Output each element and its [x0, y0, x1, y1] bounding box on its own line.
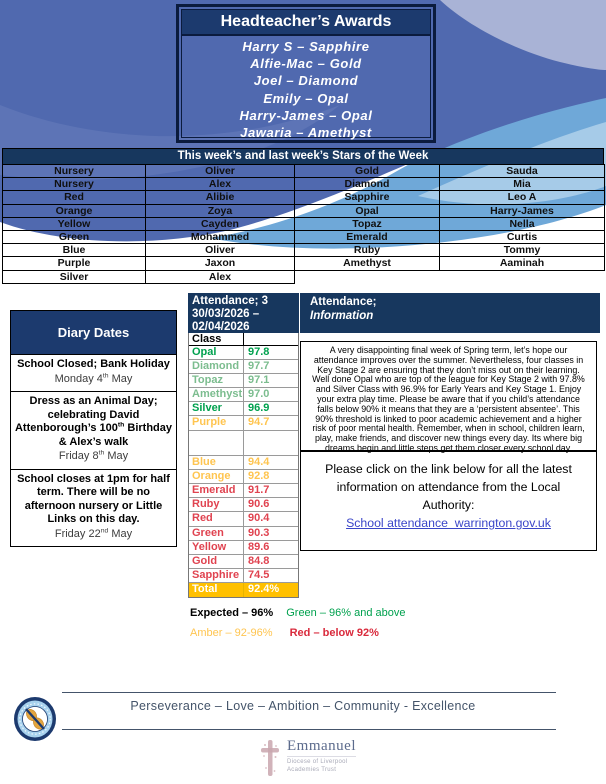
trust-name: Emmanuel	[287, 738, 356, 757]
name-cell: Jaxon	[146, 257, 295, 270]
diary-date-ordinal: th	[102, 371, 109, 379]
headteacher-awards-box	[176, 4, 436, 143]
attendance-authority-link[interactable]: School attendance warrington.gov.uk	[346, 516, 551, 530]
class-cell: Topaz	[295, 217, 440, 230]
table-row	[3, 178, 605, 191]
class-cell: Emerald	[295, 230, 440, 243]
name-cell: Alibie	[146, 191, 295, 204]
attendance-percentage: 94.7	[248, 416, 270, 429]
diary-date-ordinal: nd	[100, 526, 109, 534]
class-cell: Silver	[3, 270, 146, 283]
attendance-row	[189, 416, 298, 430]
attendance-row	[189, 498, 298, 512]
attendance-class-name: Gold	[189, 555, 244, 568]
legend-amber: Amber – 92-96%	[190, 627, 273, 639]
attendance-row	[189, 527, 298, 541]
attendance-percentage: 97.0	[248, 388, 270, 401]
class-cell: Blue	[3, 244, 146, 257]
attendance-row	[189, 555, 298, 569]
class-cell: Purple	[3, 257, 146, 270]
name-cell: Aaminah	[440, 257, 605, 270]
headteacher-awards-inner-frame	[181, 9, 431, 141]
headteacher-awards-list	[182, 36, 430, 141]
name-cell: Leo A	[440, 191, 605, 204]
attendance-info-paragraph: A very disappointing final week of Spring term, let’s hope our attendance improves over the summer. Nevertheless, four classes in Key Stage 2 are ensuring that they don’t miss out on their learning. Well done Opal who are top of the league for Key Stage 2 with 97.8% and Silver Class with 96.9% for Early Years and Key Stage 1. Enjoy your extra play time. Please be aware that if you child’s attendance falls below 90% it means that they are a ‘persistent absentee’. This 90% threshold is linked to poor academic achievement and a higher risk of poor mental health. Remember, when in school, children learn, play, make friends, and discover new things every day. Its where big dreams begin and little steps get them closer every school day.	[300, 341, 597, 451]
attendance-total-label: Total	[189, 583, 244, 597]
name-cell: Sauda	[440, 165, 605, 178]
table-row	[3, 270, 605, 283]
attendance-info-header-line1: Attendance;	[310, 296, 377, 308]
attendance-row	[189, 512, 298, 526]
attendance-percentage: 91.7	[248, 484, 270, 496]
legend-green: Green – 96% and above	[286, 607, 406, 619]
headteacher-awards-title: Headteacher’s Awards	[182, 10, 430, 36]
diary-entry-text-pre: School closes at 1pm for half term. There will be no afternoon nursery or Little Links on this day.	[17, 472, 170, 525]
diary-entry-text	[13, 395, 174, 449]
diary-date-post: May	[108, 527, 133, 540]
attendance-percentage: 97.7	[248, 359, 270, 372]
attendance-class-name: Blue	[189, 456, 244, 469]
name-cell: Alex	[146, 178, 295, 191]
attendance-class-name: Yellow	[189, 541, 244, 554]
class-cell: Orange	[3, 204, 146, 217]
table-row	[3, 165, 605, 178]
empty-cell	[295, 270, 440, 283]
attendance-class-name: Orange	[189, 470, 244, 483]
attendance-percentage: 97.8	[248, 345, 270, 358]
attendance-class-name: Ruby	[189, 498, 244, 511]
diary-date-pre: Friday 22	[54, 527, 101, 540]
diary-date-pre: Monday 4	[54, 372, 103, 385]
name-cell: Cayden	[146, 217, 295, 230]
trust-subtitle-2: Academies Trust	[287, 767, 337, 773]
attendance-total-row	[189, 583, 298, 597]
attendance-table-header	[188, 293, 299, 333]
award-entry: Emily – Opal	[263, 90, 349, 106]
award-entry: Alfie-Mac – Gold	[250, 56, 362, 72]
attendance-row	[189, 346, 298, 360]
attendance-row	[189, 541, 298, 555]
attendance-row	[189, 374, 298, 388]
attendance-class-header-row	[189, 333, 298, 346]
emmanuel-trust-text	[287, 738, 356, 773]
attendance-class-name: Opal	[189, 346, 244, 359]
stars-of-week-section	[2, 148, 604, 284]
diary-entry-date	[13, 373, 174, 387]
school-values-text: Perseverance – Love – Ambition – Community - Excellence	[130, 699, 476, 713]
attendance-header-line: 30/03/2026 –	[192, 308, 260, 320]
attendance-legend-line1	[190, 607, 405, 619]
table-row	[3, 257, 605, 270]
empty-cell	[189, 431, 244, 455]
attendance-header-line: Attendance; 3	[192, 295, 269, 307]
diary-entry	[11, 391, 176, 469]
attendance-row	[189, 470, 298, 484]
attendance-link-box	[300, 451, 597, 551]
class-cell: Diamond	[295, 178, 440, 191]
attendance-percentage: 90.6	[248, 498, 270, 511]
diary-entry-date	[13, 528, 174, 542]
attendance-percentage: 89.6	[248, 540, 270, 553]
attendance-link-intro: Please click on the link below for all the latest information on attendance from the Local Authority:	[325, 462, 572, 512]
diary-entry-date	[13, 450, 174, 464]
attendance-row	[189, 569, 298, 583]
name-cell: Zoya	[146, 204, 295, 217]
diary-dates-title: Diary Dates	[11, 311, 176, 354]
attendance-row	[189, 456, 298, 470]
school-badge-logo	[13, 696, 57, 747]
diary-date-post: May	[104, 450, 129, 462]
attendance-class-name: Amethyst	[189, 388, 244, 401]
diary-entry-text-pre: Dress as an Animal Day; celebrating David Attenborough’s 100	[14, 395, 158, 434]
class-cell: Gold	[295, 165, 440, 178]
attendance-row-spacer	[189, 431, 298, 456]
diary-entry	[11, 354, 176, 391]
name-cell: Oliver	[146, 244, 295, 257]
attendance-percentage: 92.8	[248, 469, 270, 482]
attendance-class-name: Topaz	[189, 374, 244, 387]
attendance-legend-line2	[190, 627, 379, 639]
emmanuel-trust-logo	[260, 738, 356, 778]
award-entry: Jawaria – Amethyst	[240, 125, 372, 141]
class-cell: Red	[3, 191, 146, 204]
attendance-percentage: 84.8	[248, 554, 270, 567]
diary-date-post: May	[108, 372, 133, 385]
diary-dates-panel	[10, 310, 177, 547]
table-row	[3, 244, 605, 257]
attendance-percentage: 97.1	[248, 373, 270, 386]
award-entry: Harry S – Sapphire	[242, 39, 370, 54]
no-nuts-icon	[13, 696, 57, 742]
diary-entry-text-sup: th	[117, 421, 125, 429]
attendance-header-line: 02/04/2026	[192, 321, 250, 333]
name-cell: Mohammed	[146, 230, 295, 243]
attendance-info-header	[300, 293, 600, 333]
stars-of-week-title: This week’s and last week’s Stars of the Week	[2, 148, 604, 164]
name-cell: Curtis	[440, 230, 605, 243]
diary-entry-text-post: Birthday & Alex’s walk	[58, 422, 172, 448]
footer-divider-bottom	[62, 729, 556, 730]
attendance-row	[189, 402, 298, 416]
empty-cell	[440, 270, 605, 283]
emmanuel-cross-icon	[260, 738, 280, 778]
name-cell: Mia	[440, 178, 605, 191]
attendance-percentage: 90.3	[248, 526, 270, 539]
award-entry: Harry-James – Opal	[239, 107, 373, 123]
class-cell: Nursery	[3, 165, 146, 178]
legend-expected: Expected – 96%	[190, 607, 274, 619]
class-cell: Ruby	[295, 244, 440, 257]
name-cell: Nella	[440, 217, 605, 230]
table-row	[3, 191, 605, 204]
attendance-total-value: 92.4%	[248, 583, 280, 596]
attendance-info-header-line2: Information	[310, 309, 374, 322]
name-cell: Alex	[146, 270, 295, 283]
diary-entry	[11, 469, 176, 547]
diary-date-ordinal: th	[98, 449, 105, 457]
attendance-class-name: Diamond	[189, 360, 244, 373]
class-cell: Yellow	[3, 217, 146, 230]
attendance-class-name: Red	[189, 512, 244, 525]
diary-entry-text-pre: School Closed; Bank Holiday	[17, 358, 170, 370]
table-row	[3, 230, 605, 243]
class-column-header: Class	[189, 333, 244, 345]
attendance-percentage: 94.4	[248, 455, 270, 468]
attendance-row	[189, 484, 298, 498]
table-row	[3, 204, 605, 217]
table-row	[3, 217, 605, 230]
name-cell: Harry-James	[440, 204, 605, 217]
diary-entry-text	[13, 473, 174, 527]
attendance-class-name: Silver	[189, 402, 244, 415]
attendance-class-name: Green	[189, 527, 244, 540]
attendance-percentage: 74.5	[248, 569, 270, 582]
attendance-row	[189, 388, 298, 402]
stars-of-week-table	[2, 164, 605, 284]
trust-subtitle-1: Diocese of Liverpool	[287, 759, 348, 765]
footer-divider-top	[62, 692, 556, 693]
attendance-percentage: 96.9	[248, 402, 270, 415]
attendance-row	[189, 360, 298, 374]
class-cell: Nursery	[3, 178, 146, 191]
class-cell: Sapphire	[295, 191, 440, 204]
award-entry: Joel – Diamond	[253, 73, 359, 89]
attendance-percentage: 90.4	[248, 512, 270, 525]
empty-cell	[244, 431, 298, 455]
attendance-class-name: Purple	[189, 416, 244, 429]
value-column-header	[244, 333, 298, 345]
attendance-class-name: Sapphire	[189, 569, 244, 582]
name-cell: Tommy	[440, 244, 605, 257]
name-cell: Oliver	[146, 165, 295, 178]
attendance-class-name: Emerald	[189, 484, 244, 497]
class-cell: Green	[3, 230, 146, 243]
attendance-table-panel	[188, 293, 299, 598]
legend-red: Red – below 92%	[289, 627, 379, 639]
class-cell: Amethyst	[295, 257, 440, 270]
diary-entry-text	[13, 358, 174, 372]
class-cell: Opal	[295, 204, 440, 217]
attendance-table-body	[188, 333, 299, 598]
diary-date-pre: Friday 8	[58, 450, 99, 462]
